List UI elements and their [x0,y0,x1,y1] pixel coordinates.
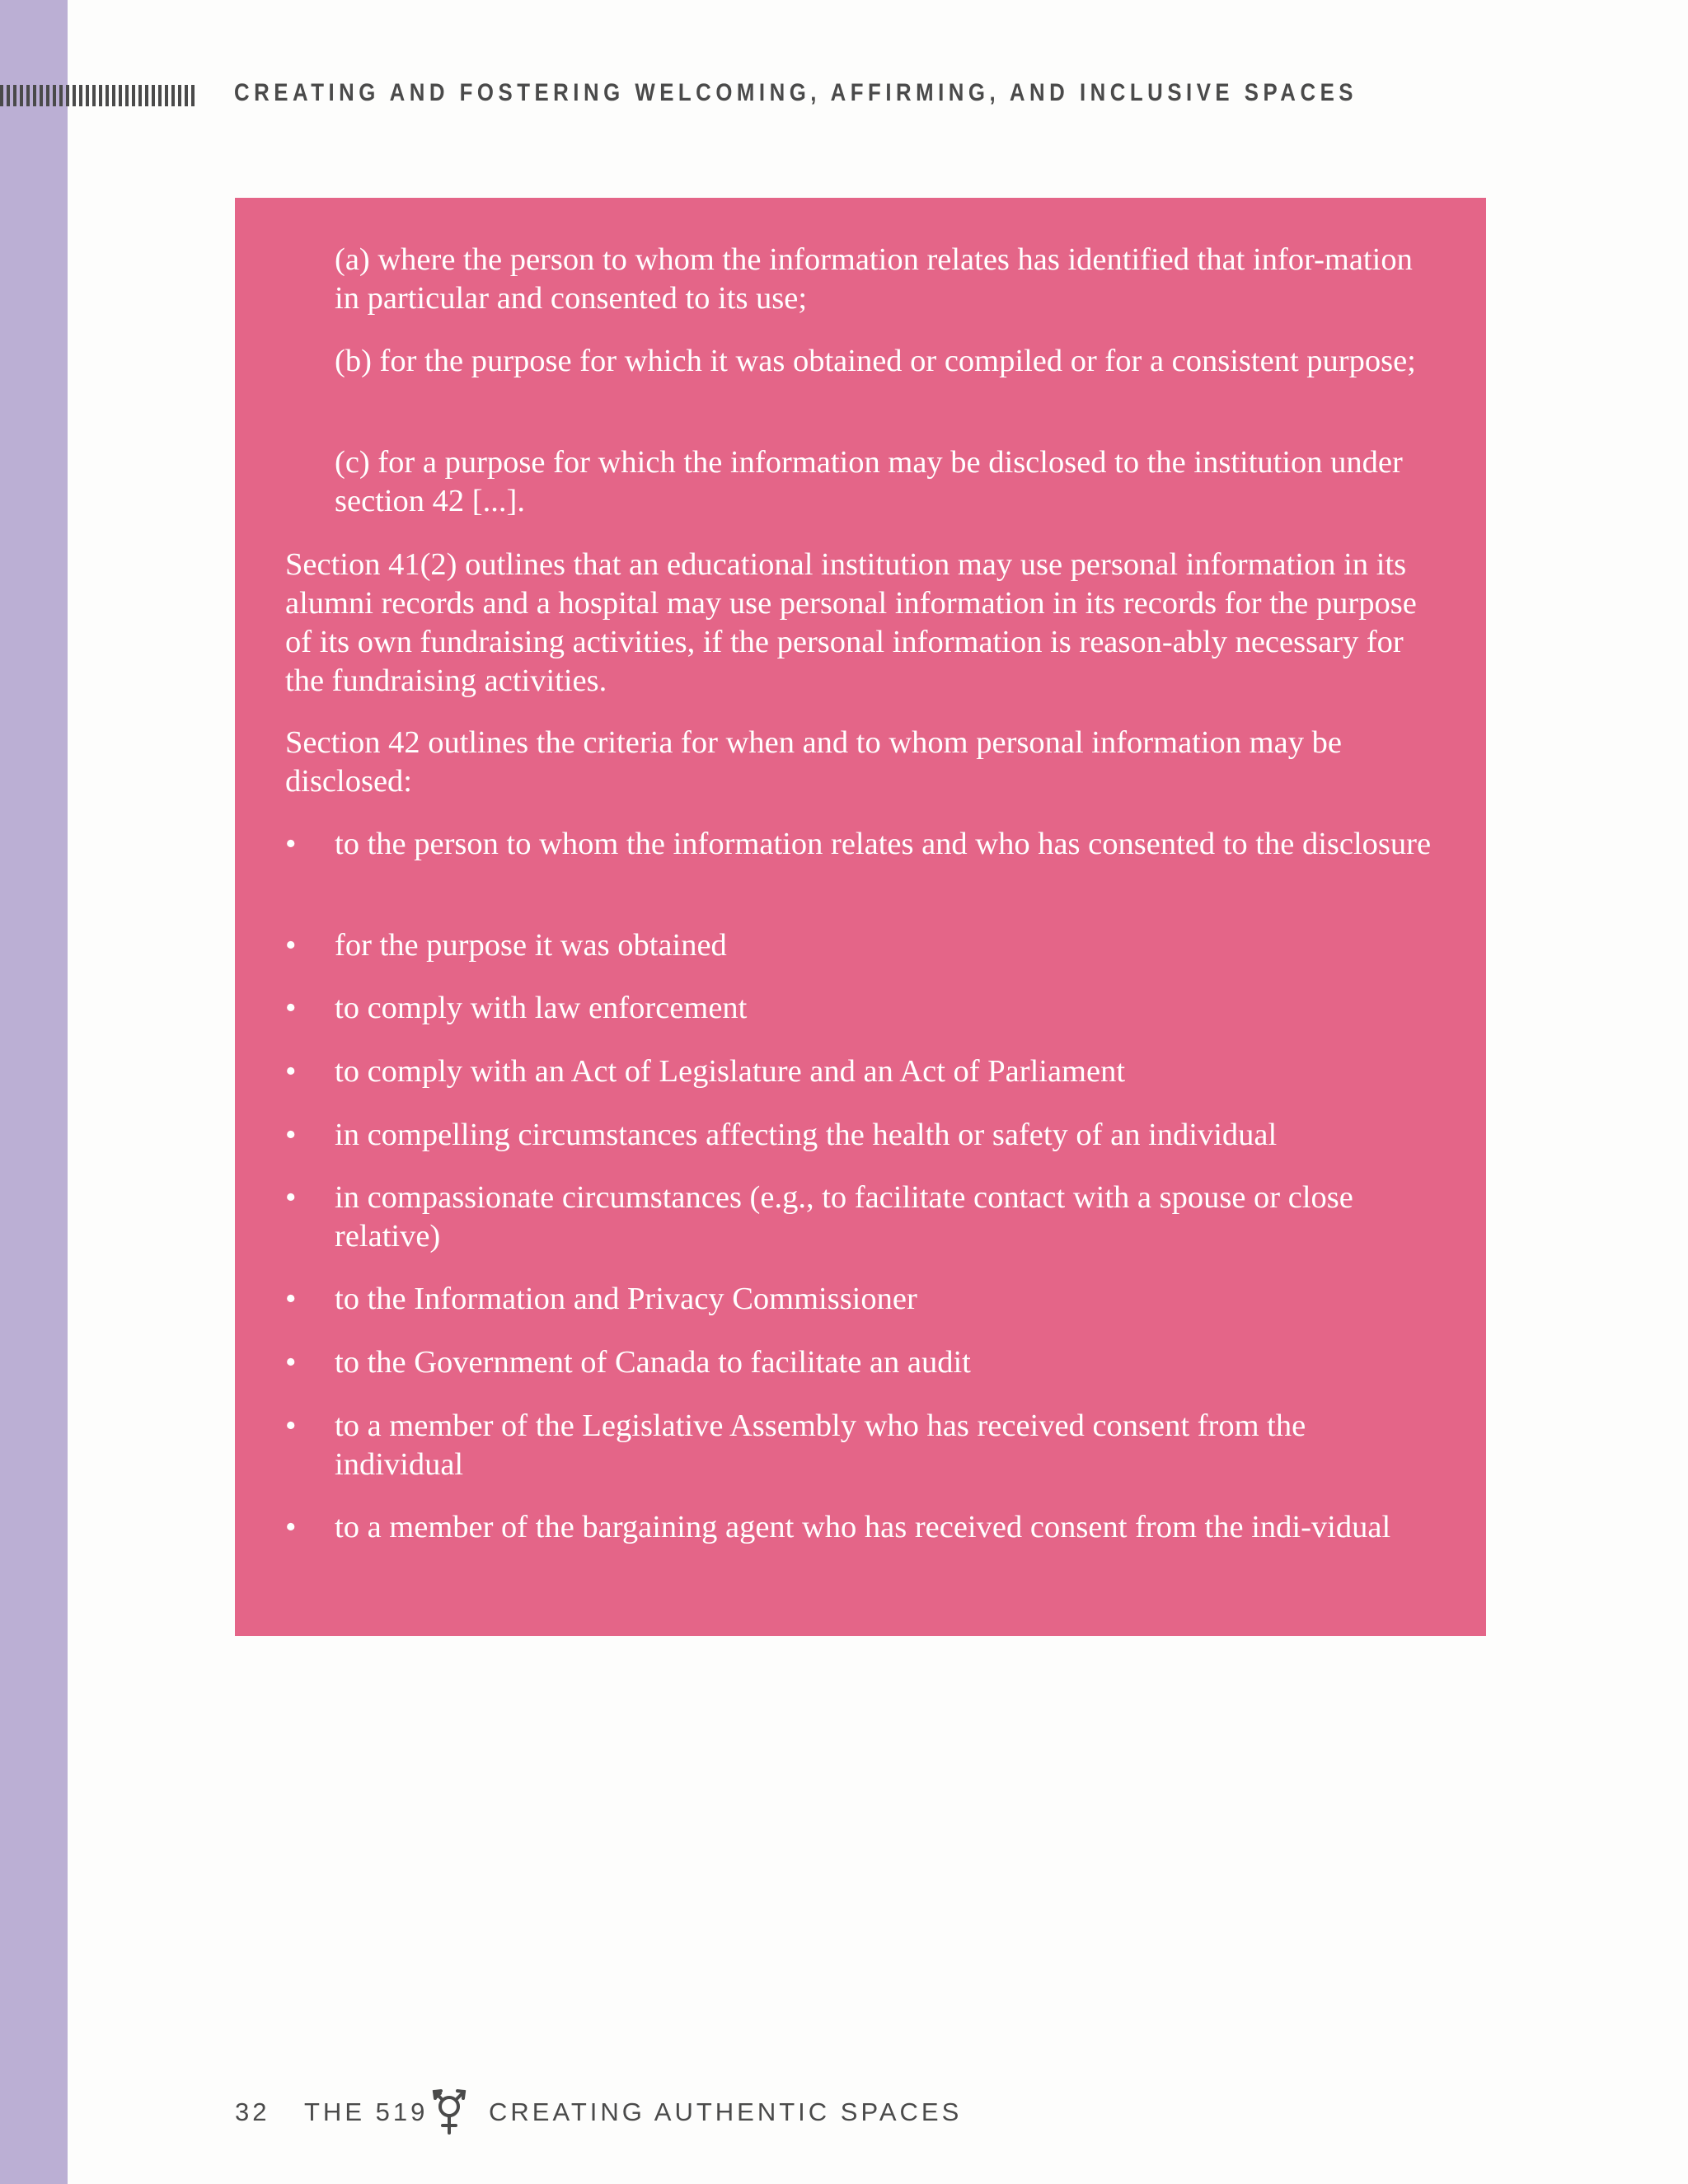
paragraph-section-42: Section 42 outlines the criteria for when and to whom personal information may be disclosed: [285,725,1342,799]
bullet-icon: • [285,1408,297,1443]
bullet-icon: • [285,991,297,1025]
footer-title: CREATING AUTHENTIC SPACES [489,2097,963,2126]
bullet-icon: • [285,1510,297,1544]
list-item-text: to a member of the bargaining agent who has received consent from the indi-vidual [335,1510,1391,1544]
page-number: 32 [235,2097,270,2126]
sub-item-c: (c) for a purpose for which the information may be disclosed to the institution under section 42 [...]. [335,445,1403,518]
pink-callout-box [235,198,1486,1636]
sub-item-a: (a) where the person to whom the information relates has identified that infor-mation in particular and consented to its use; [335,242,1413,316]
list-item-text: to a member of the Legislative Assembly who has received consent from the individual [335,1408,1306,1482]
bullet-icon: • [285,827,297,861]
bullet-icon: • [285,1180,297,1215]
list-item-text: to comply with an Act of Legislature and an Act of Parliament [335,1054,1126,1089]
bullet-icon: • [285,1118,297,1152]
bullet-icon: • [285,1282,297,1316]
list-item-text: in compelling circumstances affecting the health or safety of an individual [335,1118,1278,1152]
list-item-text: to the Information and Privacy Commissioner [335,1282,917,1316]
list-item-text: for the purpose it was obtained [335,928,727,963]
decorative-tick-marks [0,85,206,106]
list-item-text: to comply with law enforcement [335,991,748,1025]
list-item-text: to the person to whom the information relates and who has consented to the disclosure [335,827,1432,861]
bullet-icon: • [285,928,297,963]
bullet-icon: • [285,1345,297,1380]
list-item-text: in compassionate circumstances (e.g., to facilitate contact with a spouse or close relative) [335,1180,1353,1254]
footer-org-name: THE 519 [304,2097,429,2126]
transgender-symbol-icon [431,2087,467,2136]
sub-item-b: (b) for the purpose for which it was obtained or compiled or for a consistent purpose; [335,344,1416,378]
running-header: CREATING AND FOSTERING WELCOMING, AFFIRMING, AND INCLUSIVE SPACES [234,79,1358,106]
paragraph-section-41: Section 41(2) outlines that an educational institution may use personal information in its alumni records and a hospital may use personal information in its records for the purpose of its own fundraising activities, if the personal information is reason-ably necessary for the fundraising activities. [285,547,1417,698]
list-item-text: to the Government of Canada to facilitate an audit [335,1345,971,1380]
bullet-icon: • [285,1054,297,1089]
side-color-bar [0,0,68,2184]
